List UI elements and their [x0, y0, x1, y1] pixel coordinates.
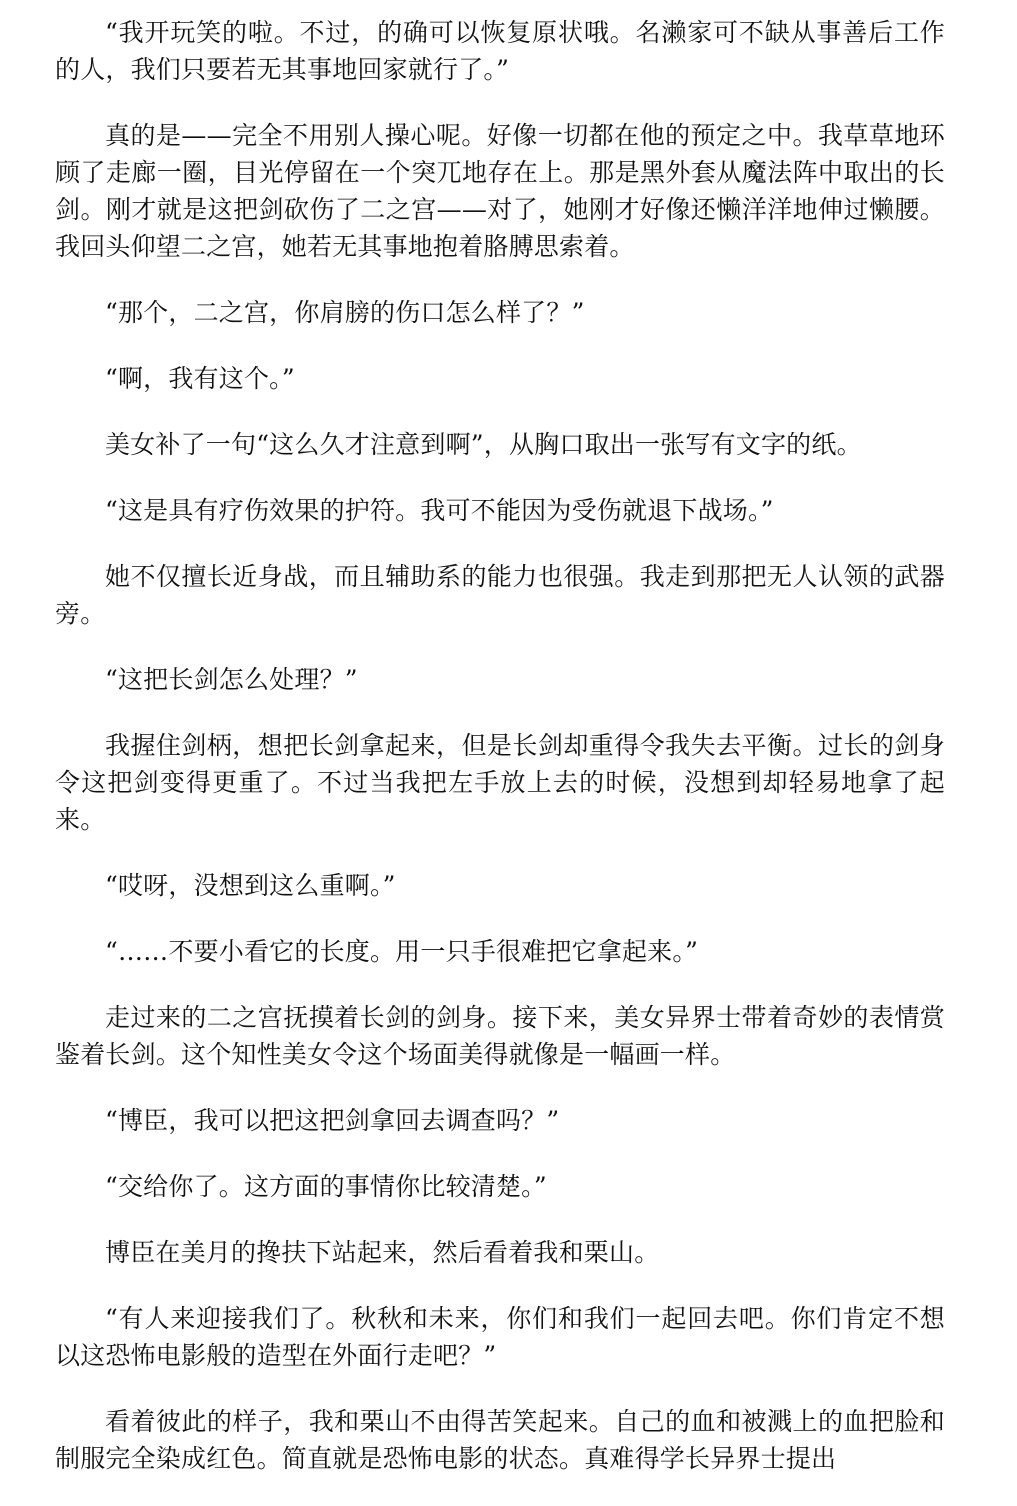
paragraph: “啊，我有这个。”	[105, 364, 295, 393]
paragraph: 美女补了一句“这么久才注意到啊”，从胸口取出一张写有文字的纸。	[105, 430, 862, 459]
paragraph: “哎呀，没想到这么重啊。”	[105, 871, 396, 900]
paragraph: 真的是——完全不用别人操心呢。好像一切都在他的预定之中。我草草地环顾了走廊一圈，目光停留在一个突兀地存在上。那是黑外套从魔法阵中取出的长剑。刚才就是这把剑砍伤了二之宫——对了，她刚才好像还懒洋洋地伸过懒腰。我回头仰望二之宫，她若无其事地抱着胳膊思索着。	[55, 121, 945, 261]
paragraph: 我握住剑柄，想把长剑拿起来，但是长剑却重得令我失去平衡。过长的剑身令这把剑变得更重了。不过当我把左手放上去的时候，没想到却轻易地拿了起来。	[55, 731, 945, 834]
paragraph: 走过来的二之宫抚摸着长剑的剑身。接下来，美女异界士带着奇妙的表情赏鉴着长剑。这个知性美女令这个场面美得就像是一幅画一样。	[55, 1003, 945, 1069]
paragraph: “交给你了。这方面的事情你比较清楚。”	[105, 1172, 547, 1201]
paragraph: “我开玩笑的啦。不过，的确可以恢复原状哦。名濑家可不缺从事善后工作的人，我们只要若无其事地回家就行了。”	[55, 18, 945, 84]
paragraph: “有人来迎接我们了。秋秋和未来，你们和我们一起回去吧。你们肯定不想以这恐怖电影般的造型在外面行走吧？”	[55, 1304, 945, 1370]
paragraph: “这是具有疗伤效果的护符。我可不能因为受伤就退下战场。”	[105, 496, 774, 525]
paragraph: “博臣，我可以把这把剑拿回去调查吗？”	[105, 1106, 560, 1135]
paragraph: “……不要小看它的长度。用一只手很难把它拿起来。”	[105, 937, 699, 966]
paragraph: 博臣在美月的搀扶下站起来，然后看着我和栗山。	[105, 1238, 660, 1267]
paragraph: 看着彼此的样子，我和栗山不由得苦笑起来。自己的血和被溅上的血把脸和制服完全染成红色。简直就是恐怖电影的状态。真难得学长异界士提出	[55, 1407, 945, 1473]
paragraph: “这把长剑怎么处理？”	[105, 665, 358, 694]
paragraph: “那个，二之宫，你肩膀的伤口怎么样了？”	[105, 298, 585, 327]
document-page	[55, 14, 945, 1506]
paragraph: 她不仅擅长近身战，而且辅助系的能力也很强。我走到那把无人认领的武器旁。	[55, 562, 945, 628]
